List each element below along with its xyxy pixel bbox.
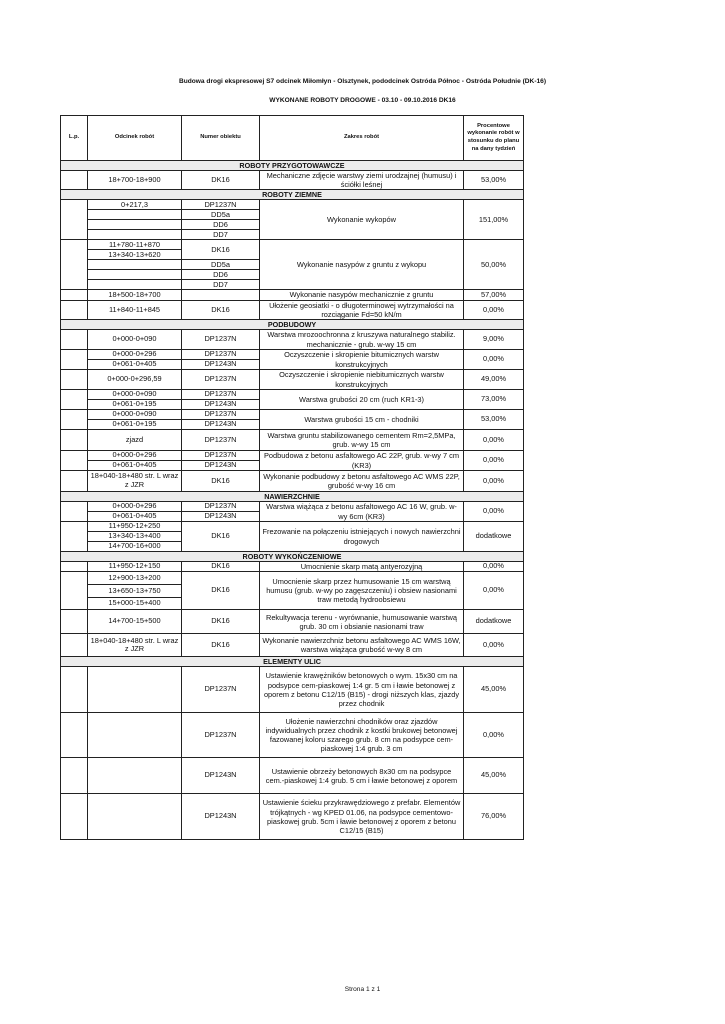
- cell-lp: [61, 330, 88, 350]
- cell-procent: dodatkowe: [464, 522, 524, 552]
- cell-zakres: Oczyszczenie i skropienie bitumicznych warstw konstrukcyjnych: [260, 350, 464, 370]
- table-row: [61, 390, 524, 400]
- cell-procent: dodatkowe: [464, 610, 524, 634]
- cell-numer: DP1237N: [182, 390, 260, 400]
- cell-lp: [61, 390, 88, 410]
- section-row: [61, 552, 524, 562]
- cell-lp: [61, 350, 88, 370]
- section-row: [61, 320, 524, 330]
- cell-zakres: Warstwa grubości 20 cm (ruch KR1-3): [260, 390, 464, 410]
- cell-lp: [61, 200, 88, 240]
- table-row: [61, 572, 524, 585]
- cell-procent: 0,00%: [464, 350, 524, 370]
- cell-numer: DP1243N: [182, 420, 260, 430]
- cell-odcinek: 0+000-0+090: [88, 410, 182, 420]
- cell-odcinek: 18+040-18+480 str. L wraz z JZR: [88, 471, 182, 492]
- cell-lp: [61, 451, 88, 471]
- cell-procent: 50,00%: [464, 240, 524, 290]
- cell-zakres: Ustawienie ścieku przykrawędziowego z prefabr. Elementów trójkątnych - wg KPED 01.06, na podsypce cementowo-piaskowej grub. 5cm i ławie betonowej z oporem z betonu C12/15 (B15): [260, 794, 464, 840]
- cell-odcinek: 0+000-0+296: [88, 350, 182, 360]
- section-title: ROBOTY PRZYGOTOWAWCZE: [61, 161, 524, 171]
- table-row: [61, 451, 524, 461]
- cell-numer: DP1237N: [182, 410, 260, 420]
- header-numer: Numer obiektu: [182, 116, 260, 161]
- cell-zakres: Mechaniczne zdjęcie warstwy ziemi urodzajnej (humusu) i ściółki leśnej: [260, 171, 464, 190]
- cell-lp: [61, 522, 88, 552]
- cell-zakres: Ułożenie nawierzchni chodników oraz zjazdów indywidualnych przez chodnik z kostki brukowej betonowej fazowanej koloru szarego grub. 8 cm na podsypce cem-piaskowej 1:4 grub. 3 cm: [260, 713, 464, 758]
- cell-numer: DK16: [182, 522, 260, 552]
- cell-odcinek: [88, 230, 182, 240]
- table-row: [61, 370, 524, 390]
- cell-odcinek: 13+340-13+620: [88, 250, 182, 260]
- cell-numer: DK16: [182, 610, 260, 634]
- cell-numer: DP1237N: [182, 200, 260, 210]
- cell-numer: DD6: [182, 220, 260, 230]
- cell-odcinek: 14+700-16+000: [88, 542, 182, 552]
- cell-odcinek: [88, 270, 182, 280]
- cell-numer: DP1243N: [182, 758, 260, 794]
- cell-numer: DK16: [182, 634, 260, 657]
- cell-odcinek: 0+217,3: [88, 200, 182, 210]
- cell-numer: DP1237N: [182, 667, 260, 713]
- cell-zakres: Wykonanie podbudowy z betonu asfaltowego AC WMS 22P, grubość w-wy 16 cm: [260, 471, 464, 492]
- cell-procent: 0,00%: [464, 713, 524, 758]
- table-row: [61, 794, 524, 840]
- cell-odcinek: 0+000-0+296: [88, 451, 182, 461]
- section-title: ROBOTY ZIEMNE: [61, 190, 524, 200]
- cell-numer: DP1237N: [182, 430, 260, 451]
- cell-odcinek: 0+061-0+195: [88, 420, 182, 430]
- cell-procent: 0,00%: [464, 572, 524, 610]
- cell-odcinek: 0+061-0+195: [88, 400, 182, 410]
- cell-zakres: Oczyszczenie i skropienie niebitumicznych warstw konstrukcyjnych: [260, 370, 464, 390]
- cell-numer: DP1243N: [182, 794, 260, 840]
- cell-zakres: Podbudowa z betonu asfaltowego AC 22P, grub. w-wy 7 cm (KR3): [260, 451, 464, 471]
- cell-lp: [61, 572, 88, 610]
- cell-numer: DD7: [182, 280, 260, 290]
- cell-zakres: Warstwa gruntu stabilizowanego cementem Rm=2,5MPa, grub. w-wy 15 cm: [260, 430, 464, 451]
- document-title: Budowa drogi ekspresowej S7 odcinek Miłomłyn - Olsztynek, pododcinek Ostróda Północ - Ostróda Południe (DK-16): [178, 78, 547, 85]
- table-row: [61, 502, 524, 512]
- cell-zakres: Frezowanie na połączeniu istniejących i nowych nawierzchni drogowych: [260, 522, 464, 552]
- section-title: NAWIERZCHNIE: [61, 492, 524, 502]
- cell-procent: 73,00%: [464, 390, 524, 410]
- cell-zakres: Warstwa wiążąca z betonu asfaltowego AC 16 W, grub. w-wy 6cm (KR3): [260, 502, 464, 522]
- cell-zakres: Warstwa grubości 15 cm - chodniki: [260, 410, 464, 430]
- cell-odcinek: 0+061-0+405: [88, 360, 182, 370]
- cell-zakres: Rekultywacja terenu - wyrównanie, humusowanie warstwą grub. 30 cm i obsianie nasionami traw: [260, 610, 464, 634]
- cell-numer: DD5a: [182, 260, 260, 270]
- cell-zakres: Ustawienie obrzeży betonowych 8x30 cm na podsypce cem.-piaskowej 1:4 grub. 5 cm i ławie betonowej z oporem: [260, 758, 464, 794]
- cell-lp: [61, 713, 88, 758]
- cell-zakres: Umocnienie skarp przez humusowanie 15 cm warstwą humusu (grub. w-wy po zagęszczeniu) i obsiew nasionami traw metodą hydroobsiewu: [260, 572, 464, 610]
- cell-procent: 0,00%: [464, 300, 524, 319]
- section-row: [61, 161, 524, 171]
- cell-odcinek: 0+000-0+090: [88, 330, 182, 350]
- cell-procent: 53,00%: [464, 410, 524, 430]
- cell-lp: [61, 240, 88, 290]
- works-table: [60, 115, 524, 840]
- table-row: [61, 634, 524, 657]
- table-row: [61, 300, 524, 319]
- table-row: [61, 430, 524, 451]
- table-row: [61, 410, 524, 420]
- cell-odcinek: 13+340-13+400: [88, 532, 182, 542]
- cell-odcinek: 11+840-11+845: [88, 300, 182, 319]
- cell-procent: 76,00%: [464, 794, 524, 840]
- cell-odcinek: 0+061-0+405: [88, 461, 182, 471]
- cell-zakres: Warstwa mrozoochronna z kruszywa naturalnego stabiliz. mechanicznie - grub. w-wy 15 cm: [260, 330, 464, 350]
- cell-lp: [61, 794, 88, 840]
- cell-numer: DP1243N: [182, 512, 260, 522]
- cell-numer: DD7: [182, 230, 260, 240]
- cell-lp: [61, 410, 88, 430]
- cell-odcinek: 12+900-13+200: [88, 572, 182, 585]
- section-row: [61, 190, 524, 200]
- cell-odcinek: 14+700-15+500: [88, 610, 182, 634]
- cell-lp: [61, 171, 88, 190]
- cell-zakres: Ułożenie geosiatki - o długoterminowej wytrzymałości na rozciąganie Fd=50 kN/m: [260, 300, 464, 319]
- cell-procent: 0,00%: [464, 471, 524, 492]
- cell-odcinek: 13+650-13+750: [88, 585, 182, 598]
- table-row: [61, 240, 524, 250]
- cell-procent: 9,00%: [464, 330, 524, 350]
- table-row: [61, 471, 524, 492]
- cell-odcinek: [88, 210, 182, 220]
- cell-procent: 53,00%: [464, 171, 524, 190]
- cell-procent: 0,00%: [464, 502, 524, 522]
- cell-lp: [61, 562, 88, 572]
- cell-odcinek: [88, 260, 182, 270]
- cell-procent: 45,00%: [464, 758, 524, 794]
- cell-lp: [61, 758, 88, 794]
- cell-numer: DP1237N: [182, 451, 260, 461]
- cell-numer: DK16: [182, 471, 260, 492]
- cell-zakres: Umocnienie skarp matą antyerozyjną: [260, 562, 464, 572]
- cell-odcinek: 0+061-0+405: [88, 512, 182, 522]
- cell-lp: [61, 502, 88, 522]
- cell-odcinek: [88, 667, 182, 713]
- table-row: [61, 667, 524, 713]
- cell-odcinek: 11+780-11+870: [88, 240, 182, 250]
- section-title: ELEMENTY ULIC: [61, 657, 524, 667]
- cell-numer: DP1237N: [182, 330, 260, 350]
- cell-lp: [61, 370, 88, 390]
- document-subtitle: WYKONANE ROBOTY DROGOWE - 03.10 - 09.10.2016 DK16: [269, 97, 456, 104]
- cell-lp: [61, 610, 88, 634]
- table-row: [61, 522, 524, 532]
- cell-odcinek: 18+040-18+480 str. L wraz z JZR: [88, 634, 182, 657]
- cell-procent: 0,00%: [464, 430, 524, 451]
- cell-lp: [61, 634, 88, 657]
- header-procent: Procentowe wykonanie robót w stosunku do planu na dany tydzień: [464, 116, 524, 161]
- table-header-row: [61, 116, 524, 161]
- cell-numer: DK16: [182, 572, 260, 610]
- header-zakres: Zakres robót: [260, 116, 464, 161]
- cell-numer: DK16: [182, 562, 260, 572]
- cell-odcinek: 11+950-12+150: [88, 562, 182, 572]
- cell-procent: 0,00%: [464, 451, 524, 471]
- cell-lp: [61, 667, 88, 713]
- cell-procent: 0,00%: [464, 562, 524, 572]
- cell-zakres: Wykonanie nawierzchniz betonu asfaltowego AC WMS 16W, warstwa wiążąca grubość w-wy 8 cm: [260, 634, 464, 657]
- cell-odcinek: 11+950-12+250: [88, 522, 182, 532]
- cell-odcinek: [88, 758, 182, 794]
- cell-numer: DP1237N: [182, 350, 260, 360]
- cell-odcinek: [88, 713, 182, 758]
- cell-procent: 0,00%: [464, 634, 524, 657]
- cell-numer: DP1243N: [182, 360, 260, 370]
- cell-lp: [61, 430, 88, 451]
- table-row: [61, 610, 524, 634]
- cell-numer: DK16: [182, 300, 260, 319]
- cell-odcinek: zjazd: [88, 430, 182, 451]
- cell-procent: 49,00%: [464, 370, 524, 390]
- cell-numer: DD5a: [182, 210, 260, 220]
- cell-odcinek: 18+500-18+700: [88, 290, 182, 300]
- cell-numer: [182, 290, 260, 300]
- cell-odcinek: [88, 794, 182, 840]
- cell-numer: DP1237N: [182, 713, 260, 758]
- cell-procent: 57,00%: [464, 290, 524, 300]
- table-row: [61, 758, 524, 794]
- cell-odcinek: 15+000-15+400: [88, 598, 182, 610]
- table-row: [61, 171, 524, 190]
- cell-odcinek: 0+000-0+090: [88, 390, 182, 400]
- table-row: [61, 200, 524, 210]
- cell-odcinek: [88, 280, 182, 290]
- section-title: ROBOTY WYKOŃCZENIOWE: [61, 552, 524, 562]
- cell-odcinek: 0+000-0+296,59: [88, 370, 182, 390]
- cell-odcinek: 0+000-0+296: [88, 502, 182, 512]
- cell-lp: [61, 300, 88, 319]
- cell-lp: [61, 290, 88, 300]
- cell-numer: DK16: [182, 240, 260, 260]
- section-row: [61, 657, 524, 667]
- section-row: [61, 492, 524, 502]
- cell-numer: DP1243N: [182, 461, 260, 471]
- cell-zakres: Wykonanie nasypów z gruntu z wykopu: [260, 240, 464, 290]
- cell-zakres: Ustawienie krawężników betonowych o wym. 15x30 cm na podsypce cem-piaskowej 1:4 gr. 5 cm i ławie betonowej z oporem z betonu C12/15 (B15) - drogi niższych klas, zjazdy przez chodnik: [260, 667, 464, 713]
- cell-numer: DD6: [182, 270, 260, 280]
- cell-numer: DP1237N: [182, 502, 260, 512]
- table-row: [61, 713, 524, 758]
- table-row: [61, 350, 524, 360]
- cell-odcinek: 18+700-18+900: [88, 171, 182, 190]
- cell-zakres: Wykonanie wykopów: [260, 200, 464, 240]
- cell-numer: DP1237N: [182, 370, 260, 390]
- page-footer: Strona 1 z 1: [344, 986, 381, 993]
- cell-lp: [61, 471, 88, 492]
- table-row: [61, 290, 524, 300]
- cell-odcinek: [88, 220, 182, 230]
- cell-procent: 151,00%: [464, 200, 524, 240]
- table-row: [61, 562, 524, 572]
- cell-zakres: Wykonanie nasypów mechanicznie z gruntu: [260, 290, 464, 300]
- cell-numer: DK16: [182, 171, 260, 190]
- cell-numer: DP1243N: [182, 400, 260, 410]
- cell-procent: 45,00%: [464, 667, 524, 713]
- header-lp: L.p.: [61, 116, 88, 161]
- table-row: [61, 330, 524, 350]
- section-title: PODBUDOWY: [61, 320, 524, 330]
- header-odcinek: Odcinek robót: [88, 116, 182, 161]
